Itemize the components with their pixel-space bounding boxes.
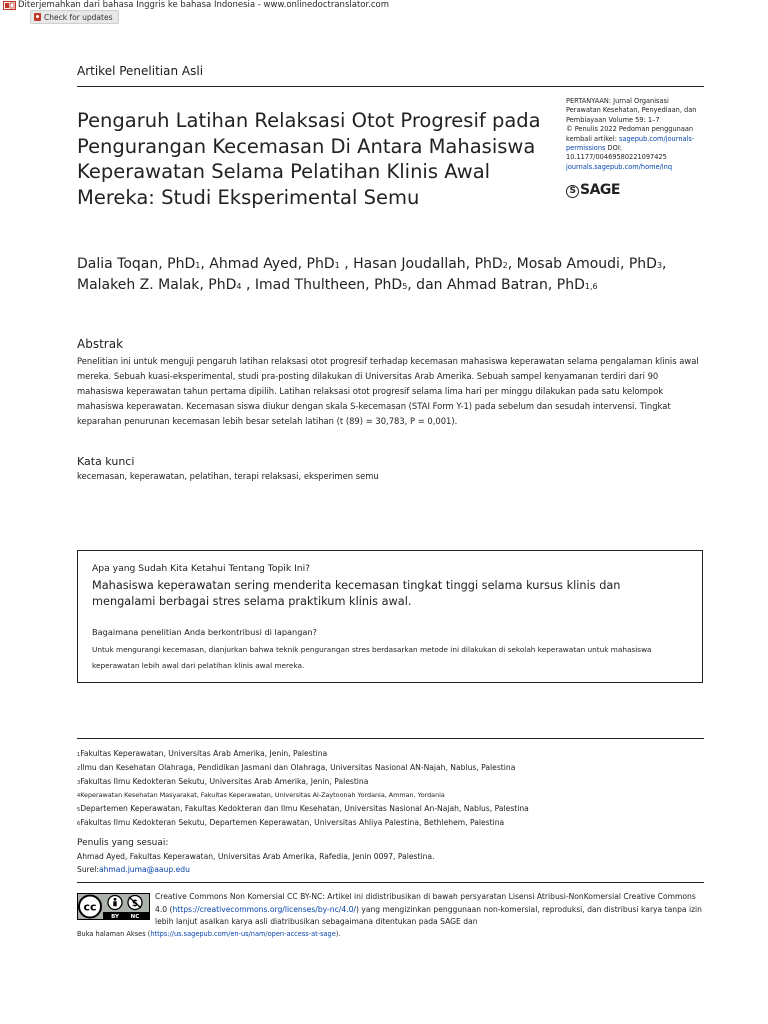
meta-line: PERTANYAAN: Jurnal Organisasi — [566, 97, 669, 105]
affiliation-text: Fakultas Ilmu Kedokteran Sekutu, Departemen Keperawatan, Universitas Ahliya Palestina, Bethlehem, Palestina — [80, 817, 505, 827]
author-line — [77, 255, 707, 276]
affiliation-text: Fakultas Ilmu Kedokteran Sekutu, Universitas Arab Amerika, Jenin, Palestina — [80, 776, 369, 786]
article-type: Artikel Penelitian Asli — [77, 64, 204, 78]
affiliation-item — [77, 748, 707, 762]
correspondence-heading: Penulis yang sesuai: — [77, 838, 169, 848]
affiliation-item — [77, 762, 707, 776]
meta-line — [566, 135, 706, 144]
affiliation-text: Departemen Keperawatan, Fakultas Kedokteran dan Ilmu Kesehatan, Universitas Nasional An-Najah, Nablus, Palestina — [80, 804, 529, 814]
correspondence-email-line — [77, 864, 434, 877]
permissions-prefix: kembali artikel: — [566, 134, 620, 143]
author-affil-num: 1 — [334, 261, 340, 270]
affiliation-item — [77, 776, 707, 790]
author-affil-num: 3 — [656, 261, 663, 270]
author-affil-num: 4 — [236, 281, 242, 291]
author-name: , dan Ahmad Batran, PhD — [407, 276, 585, 293]
author-list — [77, 255, 707, 296]
cc-by-nc-badge[interactable] — [77, 893, 150, 920]
affiliation-num: 2 — [77, 765, 81, 772]
open-access-line — [77, 930, 697, 938]
journal-home-link[interactable]: journals.sagepub.com/home/inq — [566, 162, 673, 171]
cc-badge-label: cc — [83, 900, 97, 914]
article-title — [77, 108, 542, 210]
affiliation-num: 6 — [77, 820, 81, 827]
nc-label: NC — [130, 914, 140, 920]
license-text-part1: Creative Commons Non Komersial CC BY-NC: Artikel ini didistribusikan di bawah persyaratan Lisensi Atribusi-NonKomersial Creative Commons 4.0 ( — [155, 892, 696, 914]
author-name: Malakeh Z. Malak, PhD — [77, 276, 237, 293]
license-text — [155, 891, 707, 929]
author-name: , Mosab Amoudi, PhD — [507, 256, 657, 272]
author-sep: , — [662, 256, 667, 272]
open-access-suffix: ). — [335, 930, 341, 938]
affiliations-divider — [77, 738, 704, 739]
title-line: Mereka: Studi Eksperimental Semu — [77, 185, 420, 209]
email-link[interactable]: ahmad.juma@aaup.edu — [98, 864, 190, 874]
author-name: , Imad Thultheen, PhD — [241, 276, 403, 293]
affiliation-num: 1 — [77, 752, 81, 758]
keywords-heading: Kata kunci — [77, 455, 135, 468]
title-line: Pengurangan Kecemasan Di Antara Mahasiswa — [77, 134, 536, 158]
email-label: Surel: — [77, 864, 99, 874]
by-label: BY — [111, 914, 119, 920]
affiliation-num: 5 — [77, 807, 81, 814]
correspondence-address: Ahmad Ayed, Fakultas Keperawatan, Universitas Arab Amerika, Rafedia, Jenin 0097, Palestina. — [77, 852, 435, 861]
translation-notice[interactable]: Diterjemahkan dari bahasa Inggris ke bahasa Indonesia - www.onlinedoctranslator.com — [18, 0, 390, 10]
affiliation-num: 3 — [77, 779, 81, 786]
check-updates-label: Check for updates — [44, 12, 113, 22]
license-divider — [77, 882, 704, 883]
author-affil-num: 2 — [502, 261, 508, 270]
doi-value: 10.1177/00469580221097425 — [566, 153, 667, 162]
affiliation-item — [77, 817, 707, 831]
affiliation-item — [77, 789, 707, 803]
affiliation-text: Fakultas Keperawatan, Universitas Arab Amerika, Jenin, Palestina — [80, 749, 328, 758]
svg-text:$: $ — [131, 899, 139, 909]
journal-meta — [566, 97, 706, 172]
keywords-text: kecemasan, keperawatan, pelatihan, terapi relaksasi, eksperimen semu — [77, 471, 379, 481]
author-line — [77, 276, 707, 297]
author-affil-num: 5 — [402, 281, 408, 291]
check-updates-icon — [34, 13, 41, 21]
affiliations — [77, 748, 707, 831]
abstract-heading: Abstrak — [77, 337, 124, 351]
affiliation-item — [77, 803, 707, 817]
open-access-link[interactable]: https://us.sagepub.com/en-us/nam/open-access-at-sage — [150, 930, 336, 938]
key-points-box — [77, 550, 703, 683]
sage-s-icon: S — [566, 185, 579, 198]
meta-line: © Penulis 2022 Pedoman penggunaan — [566, 125, 694, 134]
cc-license-link[interactable]: https://creativecommons.org/licenses/by-nc/4.0/ — [172, 904, 356, 914]
sage-logo-text: SAGE — [580, 182, 620, 198]
title-line: Keperawatan Selama Pelatihan Klinis Awal — [77, 160, 491, 183]
permissions-link-cont[interactable]: permissions — [566, 144, 606, 153]
correspondence — [77, 851, 434, 877]
check-for-updates-button[interactable] — [30, 10, 119, 24]
affiliation-num: 4 — [77, 793, 81, 800]
author-name: , Ahmad Ayed, PhD — [200, 256, 335, 272]
translator-icon — [3, 1, 16, 10]
affiliation-text: Keperawatan Kesehatan Masyarakat, Fakultas Keperawatan, Universitas Al-Zaytoonah Yordania, Amman, Yordania — [80, 791, 445, 800]
translation-bar — [0, 0, 768, 24]
meta-line: Perawatan Kesehatan, Penyediaan, dan — [566, 106, 697, 115]
permissions-link[interactable]: sagepub.com/journals- — [619, 134, 695, 143]
box-question-contribution: Bagaimana penelitian Anda berkontribusi di lapangan? — [92, 627, 317, 637]
box-question-known: Apa yang Sudah Kita Ketahui Tentang Topik Ini? — [92, 563, 311, 574]
author-name: Dalia Toqan, PhD — [77, 256, 196, 272]
meta-line: Pembiayaan Volume 59: 1–7 — [566, 115, 660, 124]
author-affil-num: 1,6 — [584, 281, 598, 291]
sage-logo — [566, 182, 620, 198]
license-text-part2: ) yang mengizinkan penggunaan non-komersial, reproduksi, dan distribusi karya tanpa izin lebih lanjut asalkan karya asli diatribusikan sebagaimana ditentukan pada SAGE dan — [155, 904, 702, 927]
title-line: Pengaruh Latihan Relaksasi Otot Progresif pada — [77, 109, 541, 132]
open-access-prefix: Buka halaman Akses ( — [77, 930, 151, 938]
box-answer-contribution: Untuk mengurangi kecemasan, dianjurkan bahwa teknik pengurangan stres berdasarkan metode ini dilakukan di sekolah keperawatan untuk mahasiswa keperawatan lebih awal dari pelatihan klinis awal mereka. — [92, 645, 652, 670]
author-name: , Hasan Joudallah, PhD — [339, 256, 503, 272]
header-divider — [77, 86, 704, 87]
doi-label: DOI: — [605, 144, 622, 153]
meta-line — [566, 144, 706, 153]
affiliation-text: Ilmu dan Kesehatan Olahraga, Pendidikan Jasmani dan Olahraga, Universitas Nasional AN-Najah, Nablus, Palestina — [80, 762, 516, 772]
author-affil-num: 1 — [195, 261, 201, 270]
box-answer-known: Mahasiswa keperawatan sering menderita kecemasan tingkat tinggi selama kursus klinis dan mengalami berbagai stres selama praktikum klinis awal. — [92, 579, 621, 608]
abstract-text: Penelitian ini untuk menguji pengaruh latihan relaksasi otot progresif terhadap kecemasan mahasiswa keperawatan selama pengalaman klinis awal mereka. Sebuah kuasi-eksperimental, studi pra-posting dilakukan di Universitas Arab Amerika. Sebuah sampel kenyamanan terdiri dari 90 mahasiswa keperawatan tahun pertama dipilih. Latihan relaksasi otot progresif selama lima hari per minggu dilakukan pada satu kelompok mahasiswa keperawatan. Kecemasan siswa diukur dengan skala S-kecemasan (STAI Form Y-1) pada sebelum dan sesudah intervensi. Tingkat keparahan penurunan kecemasan lebih besar setelah latihan (t (89) = 30,783, P = 0,001). — [77, 356, 699, 427]
